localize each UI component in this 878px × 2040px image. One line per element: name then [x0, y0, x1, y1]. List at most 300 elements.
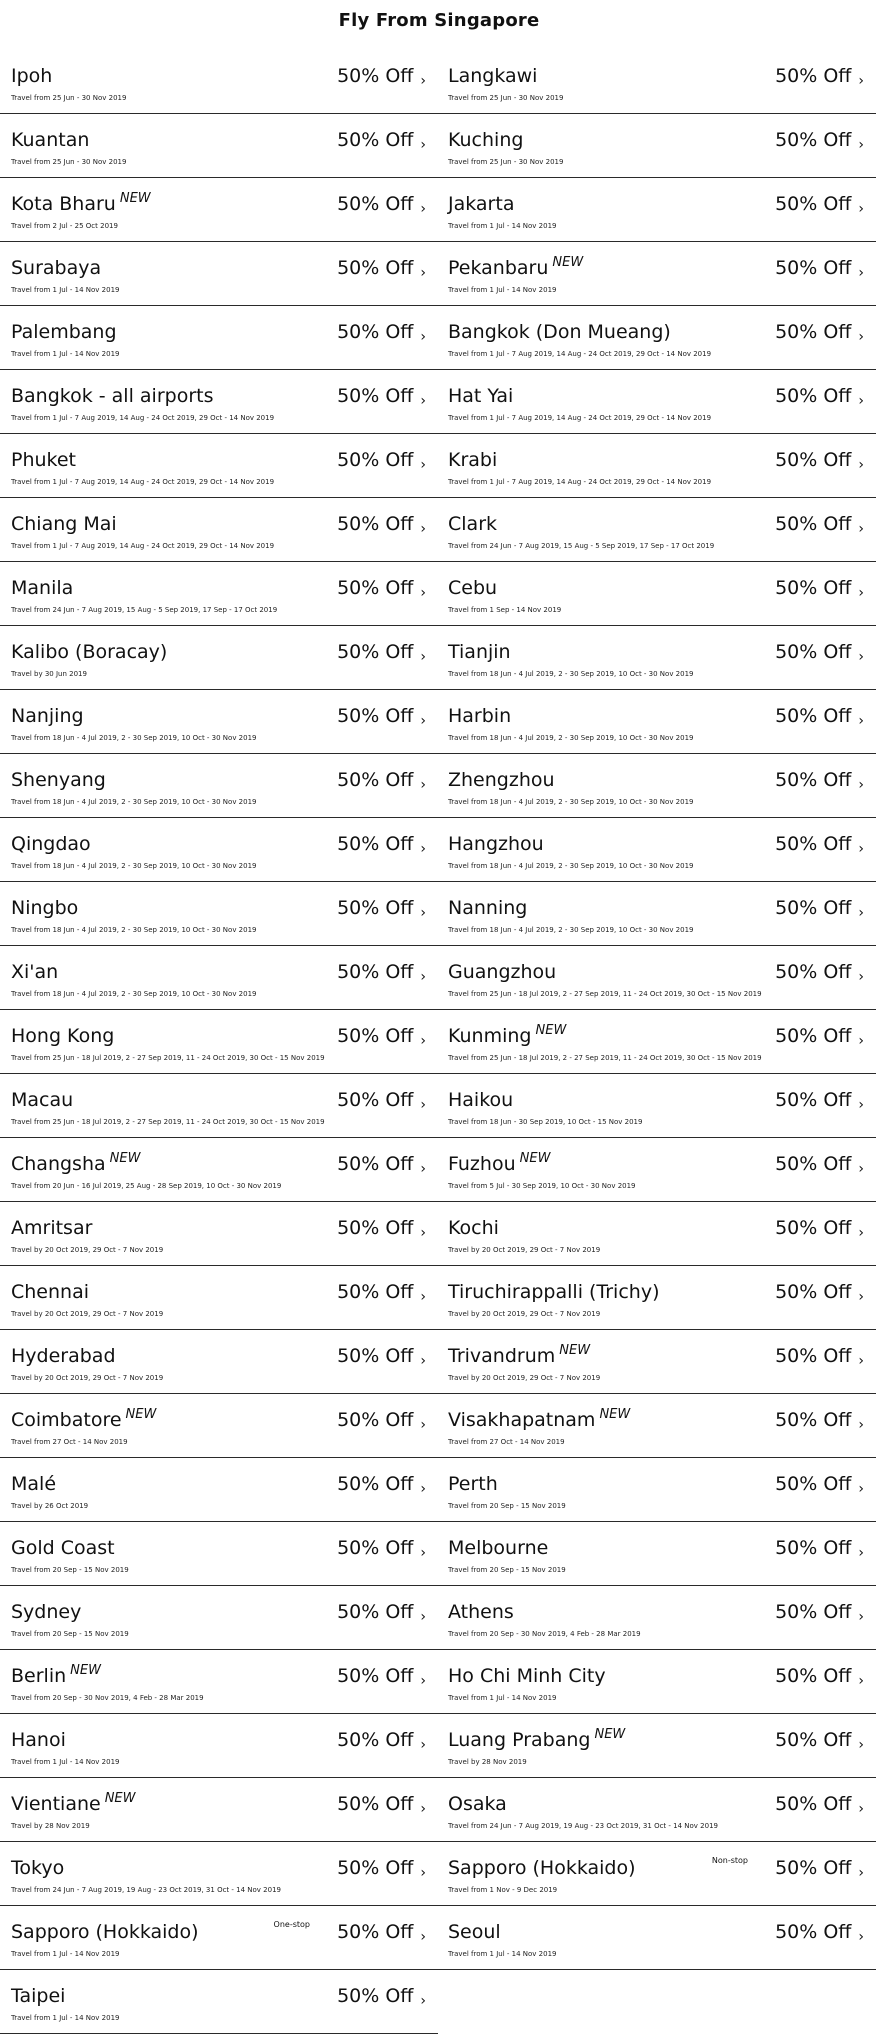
discount-link[interactable]: [775, 577, 864, 601]
discount-label: 50% Off: [775, 1089, 852, 1111]
city-label: Ho Chi Minh City: [448, 1665, 606, 1687]
travel-dates: Travel from 18 Jun - 4 Jul 2019, 2 - 30 Sep 2019, 10 Oct - 30 Nov 2019: [448, 862, 694, 870]
city-name: [448, 961, 556, 983]
destination-kalibo-boracay[interactable]: [0, 626, 438, 690]
destination-sydney[interactable]: [0, 1586, 438, 1650]
travel-dates: Travel from 25 Jun - 30 Nov 2019: [448, 94, 564, 102]
destination-athens[interactable]: [438, 1586, 876, 1650]
destination-tianjin[interactable]: [438, 626, 876, 690]
city-label: Macau: [11, 1089, 74, 1111]
new-badge: NEW: [70, 1663, 101, 1678]
new-badge: NEW: [552, 255, 584, 270]
travel-dates: Travel from 1 Jul - 14 Nov 2019: [448, 1694, 557, 1702]
chevron-right-icon: ›: [858, 521, 864, 537]
destination-ipoh[interactable]: [0, 50, 438, 114]
discount-link[interactable]: [337, 1985, 426, 2009]
discount-link[interactable]: [775, 1409, 864, 1433]
chevron-right-icon: ›: [420, 329, 426, 345]
discount-label: 50% Off: [775, 705, 852, 727]
travel-dates: Travel from 24 Jun - 7 Aug 2019, 15 Aug - 5 Sep 2019, 17 Sep - 17 Oct 2019: [448, 542, 715, 550]
discount-link[interactable]: [337, 961, 426, 985]
chevron-right-icon: ›: [858, 1737, 864, 1753]
destination-hat-yai[interactable]: [438, 370, 876, 434]
destination-nanjing[interactable]: [0, 690, 438, 754]
chevron-right-icon: ›: [858, 1353, 864, 1369]
discount-link[interactable]: [775, 257, 864, 281]
travel-dates: Travel from 27 Oct - 14 Nov 2019: [448, 1438, 565, 1446]
city-name: [11, 705, 84, 727]
discount-label: 50% Off: [775, 1345, 852, 1367]
travel-dates: Travel from 18 Jun - 4 Jul 2019, 2 - 30 Sep 2019, 10 Oct - 30 Nov 2019: [448, 926, 694, 934]
destination-hyderabad[interactable]: [0, 1330, 438, 1394]
destination-chiang-mai[interactable]: [0, 498, 438, 562]
city-name: [448, 449, 497, 471]
destination-row: [0, 818, 878, 882]
destination-coimbatore[interactable]: [0, 1394, 438, 1458]
travel-dates: Travel from 1 Jul - 7 Aug 2019, 14 Aug - 24 Oct 2019, 29 Oct - 14 Nov 2019: [11, 414, 275, 422]
discount-link[interactable]: [775, 193, 864, 217]
city-label: Sydney: [11, 1601, 82, 1623]
discount-link[interactable]: [337, 1153, 426, 1177]
discount-link[interactable]: [337, 769, 426, 793]
discount-link[interactable]: [337, 1665, 426, 1689]
destination-row: [0, 1458, 878, 1522]
destination-kochi[interactable]: [438, 1202, 876, 1266]
discount-label: 50% Off: [337, 1537, 414, 1559]
city-name: [11, 1153, 140, 1178]
city-name: [11, 385, 214, 407]
destination-ningbo[interactable]: [0, 882, 438, 946]
travel-dates: Travel from 20 Sep - 30 Nov 2019, 4 Feb - 28 Mar 2019: [448, 1630, 641, 1638]
discount-link[interactable]: [337, 1793, 426, 1817]
city-label: Manila: [11, 577, 74, 599]
destination-luang-prabang[interactable]: [438, 1714, 876, 1778]
destination-row: [0, 882, 878, 946]
discount-label: 50% Off: [337, 321, 414, 343]
destination-kota-bharu[interactable]: [0, 178, 438, 242]
discount-link[interactable]: [337, 897, 426, 921]
discount-link[interactable]: [337, 577, 426, 601]
travel-dates: Travel from 25 Jun - 18 Jul 2019, 2 - 27 Sep 2019, 11 - 24 Oct 2019, 30 Oct - 15 Nov 2019: [11, 1118, 325, 1126]
discount-label: 50% Off: [775, 193, 852, 215]
discount-label: 50% Off: [337, 1089, 414, 1111]
discount-link[interactable]: [337, 705, 426, 729]
travel-dates: Travel from 1 Jul - 14 Nov 2019: [11, 350, 120, 358]
travel-dates: Travel by 30 Jun 2019: [11, 670, 87, 678]
discount-label: 50% Off: [337, 1153, 414, 1175]
city-label: Kochi: [448, 1217, 499, 1239]
travel-dates: Travel from 18 Jun - 4 Jul 2019, 2 - 30 Sep 2019, 10 Oct - 30 Nov 2019: [448, 798, 694, 806]
discount-link[interactable]: [337, 1857, 426, 1881]
discount-label: 50% Off: [775, 1025, 852, 1047]
discount-link[interactable]: [775, 641, 864, 665]
destination-nanning[interactable]: [438, 882, 876, 946]
discount-label: 50% Off: [337, 1217, 414, 1239]
travel-dates: Travel by 20 Oct 2019, 29 Oct - 7 Nov 2019: [11, 1246, 164, 1254]
travel-dates: Travel from 24 Jun - 7 Aug 2019, 15 Aug - 5 Sep 2019, 17 Sep - 17 Oct 2019: [11, 606, 278, 614]
destination-seoul[interactable]: [438, 1906, 876, 1970]
discount-label: 50% Off: [337, 1025, 414, 1047]
discount-label: 50% Off: [337, 65, 414, 87]
chevron-right-icon: ›: [420, 201, 426, 217]
discount-label: 50% Off: [775, 1409, 852, 1431]
destination-palembang[interactable]: [0, 306, 438, 370]
destination-tiruchirappalli-trichy[interactable]: [438, 1266, 876, 1330]
discount-link[interactable]: [775, 897, 864, 921]
discount-label: 50% Off: [775, 641, 852, 663]
discount-link[interactable]: [775, 513, 864, 537]
city-label: Chennai: [11, 1281, 90, 1303]
travel-dates: Travel from 18 Jun - 4 Jul 2019, 2 - 30 Sep 2019, 10 Oct - 30 Nov 2019: [448, 670, 694, 678]
discount-label: 50% Off: [337, 1345, 414, 1367]
chevron-right-icon: ›: [858, 1481, 864, 1497]
discount-link[interactable]: [775, 705, 864, 729]
discount-link[interactable]: [775, 1089, 864, 1113]
discount-label: 50% Off: [775, 897, 852, 919]
discount-link[interactable]: [337, 1281, 426, 1305]
discount-link[interactable]: [775, 1921, 864, 1945]
discount-link[interactable]: [775, 961, 864, 985]
discount-link[interactable]: [337, 193, 426, 217]
destination-row: [0, 562, 878, 626]
city-name: [448, 257, 583, 282]
destination-sapporo-hokkaido-one-stop[interactable]: [0, 1906, 438, 1970]
city-name: [11, 1985, 65, 2007]
chevron-right-icon: ›: [420, 1865, 426, 1881]
city-name: [448, 1153, 550, 1178]
destination-osaka[interactable]: [438, 1778, 876, 1842]
destination-visakhapatnam[interactable]: [438, 1394, 876, 1458]
destination-row: [0, 1650, 878, 1714]
city-name: [11, 321, 117, 343]
city-label: Taipei: [11, 1985, 66, 2007]
destination-krabi[interactable]: [438, 434, 876, 498]
discount-link[interactable]: [337, 449, 426, 473]
travel-dates: Travel from 27 Oct - 14 Nov 2019: [11, 1438, 128, 1446]
discount-link[interactable]: [775, 1665, 864, 1689]
city-name: [11, 1409, 156, 1434]
destination-trivandrum[interactable]: [438, 1330, 876, 1394]
chevron-right-icon: ›: [858, 1609, 864, 1625]
travel-dates: Travel from 20 Sep - 15 Nov 2019: [448, 1502, 566, 1510]
chevron-right-icon: ›: [420, 265, 426, 281]
destination-amritsar[interactable]: [0, 1202, 438, 1266]
travel-dates: Travel from 18 Jun - 4 Jul 2019, 2 - 30 Sep 2019, 10 Oct - 30 Nov 2019: [448, 734, 694, 742]
destination-row: [0, 1906, 878, 1970]
city-name: [448, 385, 513, 407]
discount-link[interactable]: [337, 1345, 426, 1369]
city-name: [448, 1537, 548, 1559]
destination-row: [0, 1970, 878, 2034]
destination-cebu[interactable]: [438, 562, 876, 626]
destination-row: [0, 946, 878, 1010]
travel-dates: Travel from 1 Jul - 7 Aug 2019, 14 Aug - 24 Oct 2019, 29 Oct - 14 Nov 2019: [448, 350, 712, 358]
chevron-right-icon: ›: [420, 1737, 426, 1753]
city-name: [448, 1345, 590, 1370]
chevron-right-icon: ›: [858, 1225, 864, 1241]
discount-link[interactable]: [337, 1409, 426, 1433]
discount-link[interactable]: [337, 1601, 426, 1625]
city-label: Fuzhou: [448, 1153, 516, 1175]
chevron-right-icon: ›: [420, 777, 426, 793]
discount-link[interactable]: [775, 769, 864, 793]
city-name: [11, 897, 78, 919]
city-name: [11, 1217, 92, 1239]
destination-tokyo[interactable]: [0, 1842, 438, 1906]
discount-label: 50% Off: [337, 1985, 414, 2007]
discount-label: 50% Off: [775, 321, 852, 343]
destination-ho-chi-minh-city[interactable]: [438, 1650, 876, 1714]
chevron-right-icon: ›: [858, 905, 864, 921]
city-name: [11, 833, 91, 855]
discount-label: 50% Off: [337, 513, 414, 535]
city-name: [448, 321, 671, 343]
destination-melbourne[interactable]: [438, 1522, 876, 1586]
discount-link[interactable]: [775, 129, 864, 153]
discount-label: 50% Off: [775, 513, 852, 535]
destination-fuzhou[interactable]: [438, 1138, 876, 1202]
destination-row: [0, 754, 878, 818]
destination-row: [0, 1138, 878, 1202]
discount-link[interactable]: [337, 1025, 426, 1049]
travel-dates: Travel from 25 Jun - 30 Nov 2019: [11, 158, 127, 166]
city-label: Hanoi: [11, 1729, 66, 1751]
discount-label: 50% Off: [337, 961, 414, 983]
discount-link[interactable]: [337, 1217, 426, 1241]
discount-link[interactable]: [775, 65, 864, 89]
discount-link[interactable]: [337, 1921, 426, 1945]
discount-link[interactable]: [337, 129, 426, 153]
travel-dates: Travel from 24 Jun - 7 Aug 2019, 19 Aug - 23 Oct 2019, 31 Oct - 14 Nov 2019: [448, 1822, 718, 1830]
destination-guangzhou[interactable]: [438, 946, 876, 1010]
destination-sapporo-hokkaido-non-stop[interactable]: [438, 1842, 876, 1906]
discount-label: 50% Off: [337, 641, 414, 663]
discount-link[interactable]: [337, 1473, 426, 1497]
destination-chennai[interactable]: [0, 1266, 438, 1330]
chevron-right-icon: ›: [420, 841, 426, 857]
discount-link[interactable]: [775, 833, 864, 857]
discount-label: 50% Off: [775, 833, 852, 855]
city-label: Bangkok (Don Mueang): [448, 321, 671, 343]
city-label: Xi'an: [11, 961, 59, 983]
destination-gold-coast[interactable]: [0, 1522, 438, 1586]
destination-shenyang[interactable]: [0, 754, 438, 818]
discount-label: 50% Off: [337, 1857, 414, 1879]
city-name: [448, 129, 523, 151]
chevron-right-icon: ›: [858, 969, 864, 985]
city-name: [11, 1345, 116, 1367]
discount-link[interactable]: [775, 1729, 864, 1753]
chevron-right-icon: ›: [420, 1481, 426, 1497]
page-title: Fly From Singapore: [338, 10, 540, 31]
city-label: Vientiane: [11, 1793, 101, 1815]
city-name: [448, 1921, 501, 1943]
destination-row: [0, 1842, 878, 1906]
discount-label: 50% Off: [337, 769, 414, 791]
chevron-right-icon: ›: [858, 1417, 864, 1433]
discount-link[interactable]: [775, 385, 864, 409]
destination-taipei[interactable]: [0, 1970, 438, 2034]
destination-bangkok-all-airports[interactable]: [0, 370, 438, 434]
destination-macau[interactable]: [0, 1074, 438, 1138]
chevron-right-icon: ›: [858, 265, 864, 281]
discount-link[interactable]: [775, 1025, 864, 1049]
city-name: [448, 1281, 659, 1303]
destination-berlin[interactable]: [0, 1650, 438, 1714]
city-name: [448, 641, 511, 663]
discount-link[interactable]: [775, 321, 864, 345]
destination-surabaya[interactable]: [0, 242, 438, 306]
destination-row: [0, 114, 878, 178]
destination-kuching[interactable]: [438, 114, 876, 178]
discount-label: 50% Off: [337, 1793, 414, 1815]
discount-link[interactable]: [775, 1793, 864, 1817]
travel-dates: Travel from 20 Sep - 15 Nov 2019: [448, 1566, 566, 1574]
destination-qingdao[interactable]: [0, 818, 438, 882]
chevron-right-icon: ›: [420, 521, 426, 537]
discount-link[interactable]: [775, 1217, 864, 1241]
travel-dates: Travel by 28 Nov 2019: [448, 1758, 527, 1766]
city-name: [448, 513, 497, 535]
discount-label: 50% Off: [775, 769, 852, 791]
destination-hanoi[interactable]: [0, 1714, 438, 1778]
discount-link[interactable]: [775, 449, 864, 473]
discount-label: 50% Off: [775, 1793, 852, 1815]
city-name: [448, 705, 511, 727]
discount-label: 50% Off: [337, 1601, 414, 1623]
discount-link[interactable]: [337, 1537, 426, 1561]
city-label: Melbourne: [448, 1537, 549, 1559]
discount-label: 50% Off: [775, 65, 852, 87]
destination-clark[interactable]: [438, 498, 876, 562]
discount-link[interactable]: [775, 1601, 864, 1625]
chevron-right-icon: ›: [858, 1033, 864, 1049]
destination-manila[interactable]: [0, 562, 438, 626]
destination-row: [0, 306, 878, 370]
destination-jakarta[interactable]: [438, 178, 876, 242]
discount-link[interactable]: [337, 257, 426, 281]
new-badge: NEW: [599, 1407, 631, 1422]
city-label: Tianjin: [448, 641, 511, 663]
destination-row: [0, 1010, 878, 1074]
city-name: [11, 577, 73, 599]
destination-langkawi[interactable]: [438, 50, 876, 114]
discount-label: 50% Off: [775, 1729, 852, 1751]
discount-label: 50% Off: [775, 1601, 852, 1623]
destination-zhengzhou[interactable]: [438, 754, 876, 818]
destination-pekanbaru[interactable]: [438, 242, 876, 306]
new-badge: NEW: [125, 1407, 157, 1422]
chevron-right-icon: ›: [858, 393, 864, 409]
destination-hangzhou[interactable]: [438, 818, 876, 882]
travel-dates: Travel from 18 Jun - 4 Jul 2019, 2 - 30 Sep 2019, 10 Oct - 30 Nov 2019: [11, 862, 257, 870]
discount-link[interactable]: [775, 1345, 864, 1369]
discount-link[interactable]: [337, 1729, 426, 1753]
discount-label: 50% Off: [337, 833, 414, 855]
travel-dates: Travel from 20 Jun - 16 Jul 2019, 25 Aug - 28 Sep 2019, 10 Oct - 30 Nov 2019: [11, 1182, 282, 1190]
discount-label: 50% Off: [337, 1665, 414, 1687]
destination-changsha[interactable]: [0, 1138, 438, 1202]
destination-row: [0, 434, 878, 498]
discount-label: 50% Off: [337, 1729, 414, 1751]
city-name: [11, 1281, 89, 1303]
city-label: Kuching: [448, 129, 524, 151]
discount-link[interactable]: [775, 1153, 864, 1177]
travel-dates: Travel from 18 Jun - 4 Jul 2019, 2 - 30 Sep 2019, 10 Oct - 30 Nov 2019: [11, 798, 257, 806]
city-name: [11, 1921, 199, 1943]
destination-vientiane[interactable]: [0, 1778, 438, 1842]
discount-link[interactable]: [337, 641, 426, 665]
city-label: Coimbatore: [11, 1409, 122, 1431]
chevron-right-icon: ›: [420, 457, 426, 473]
discount-link[interactable]: [775, 1281, 864, 1305]
destination-row: [0, 50, 878, 114]
discount-label: 50% Off: [775, 1921, 852, 1943]
travel-dates: Travel from 1 Jul - 14 Nov 2019: [448, 1950, 557, 1958]
travel-dates: Travel from 1 Jul - 14 Nov 2019: [11, 1758, 120, 1766]
discount-label: 50% Off: [337, 705, 414, 727]
travel-dates: Travel from 20 Sep - 15 Nov 2019: [11, 1566, 129, 1574]
discount-link[interactable]: [337, 385, 426, 409]
discount-link[interactable]: [775, 1857, 864, 1881]
travel-dates: Travel by 20 Oct 2019, 29 Oct - 7 Nov 2019: [11, 1374, 164, 1382]
chevron-right-icon: ›: [858, 73, 864, 89]
travel-dates: Travel from 5 Jul - 30 Sep 2019, 10 Oct - 30 Nov 2019: [448, 1182, 636, 1190]
discount-label: 50% Off: [775, 1217, 852, 1239]
destination-row: [0, 1074, 878, 1138]
city-label: Ipoh: [11, 65, 53, 87]
stop-type-label: One-stop: [273, 1920, 310, 1929]
chevron-right-icon: ›: [420, 1609, 426, 1625]
discount-link[interactable]: [337, 321, 426, 345]
destination-kuantan[interactable]: [0, 114, 438, 178]
discount-link[interactable]: [337, 65, 426, 89]
destination-bangkok-don-mueang[interactable]: [438, 306, 876, 370]
city-label: Hangzhou: [448, 833, 544, 855]
discount-link[interactable]: [337, 833, 426, 857]
city-label: Kalibo (Boracay): [11, 641, 168, 663]
discount-label: 50% Off: [775, 1153, 852, 1175]
chevron-right-icon: ›: [420, 1545, 426, 1561]
discount-link[interactable]: [775, 1537, 864, 1561]
destination-phuket[interactable]: [0, 434, 438, 498]
city-label: Tokyo: [11, 1857, 65, 1879]
city-label: Trivandrum: [448, 1345, 556, 1367]
chevron-right-icon: ›: [420, 73, 426, 89]
travel-dates: Travel from 1 Jul - 14 Nov 2019: [448, 222, 557, 230]
chevron-right-icon: ›: [420, 1097, 426, 1113]
destination-harbin[interactable]: [438, 690, 876, 754]
destination-perth[interactable]: [438, 1458, 876, 1522]
destination-hong-kong[interactable]: [0, 1010, 438, 1074]
travel-dates: Travel by 20 Oct 2019, 29 Oct - 7 Nov 2019: [448, 1246, 601, 1254]
city-name: [448, 193, 514, 215]
discount-link[interactable]: [337, 1089, 426, 1113]
destination-kunming[interactable]: [438, 1010, 876, 1074]
destination-row: [0, 1202, 878, 1266]
discount-label: 50% Off: [775, 1281, 852, 1303]
discount-link[interactable]: [775, 1473, 864, 1497]
city-name: [448, 1601, 514, 1623]
chevron-right-icon: ›: [858, 137, 864, 153]
city-label: Harbin: [448, 705, 512, 727]
city-label: Osaka: [448, 1793, 507, 1815]
discount-link[interactable]: [337, 513, 426, 537]
destination-xi-an[interactable]: [0, 946, 438, 1010]
destination-mal[interactable]: [0, 1458, 438, 1522]
destination-haikou[interactable]: [438, 1074, 876, 1138]
city-label: Jakarta: [448, 193, 515, 215]
